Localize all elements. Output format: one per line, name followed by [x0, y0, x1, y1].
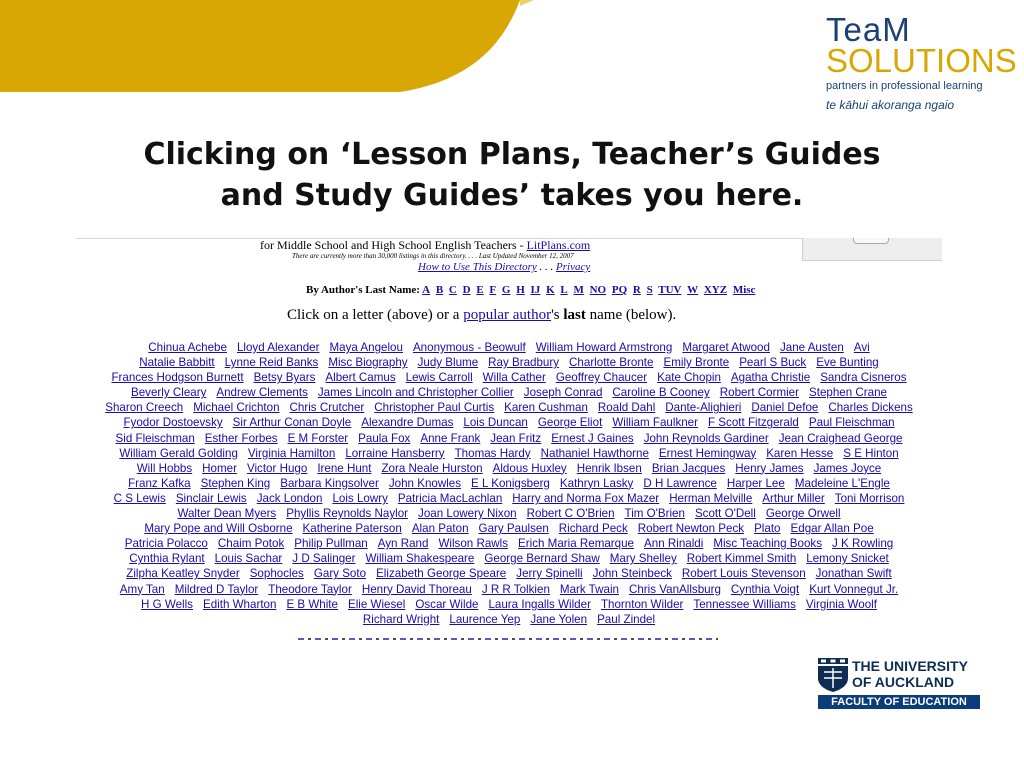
author-row	[76, 340, 942, 355]
author-link[interactable]: Albert Camus	[325, 371, 396, 385]
letter-link-a[interactable]: A	[422, 284, 431, 296]
click-bold-last: last	[563, 307, 586, 323]
author-link[interactable]: Sophocles	[249, 567, 304, 581]
university-of-auckland-logo	[818, 658, 982, 710]
letter-link-h[interactable]: H	[516, 284, 525, 296]
author-link[interactable]: Scott O'Dell	[694, 507, 756, 521]
author-link[interactable]: J R R Tolkien	[481, 582, 550, 596]
author-link[interactable]: Harry and Norma Fox Mazer	[512, 491, 660, 505]
author-link[interactable]: Cynthia Rylant	[129, 552, 205, 566]
author-link[interactable]: Nathaniel Hawthorne	[540, 446, 649, 460]
author-link[interactable]: Avi	[853, 341, 870, 354]
author-link[interactable]: Barbara Kingsolver	[280, 476, 379, 490]
author-link[interactable]: Ernest Hemingway	[658, 446, 757, 460]
author-link[interactable]: Andrew Clements	[216, 386, 308, 400]
author-link[interactable]: James Joyce	[813, 461, 882, 475]
letter-link-s[interactable]: S	[646, 284, 653, 296]
author-link[interactable]: Alexandre Dumas	[361, 416, 454, 430]
author-letter-index	[260, 284, 760, 297]
author-link[interactable]: Plato	[754, 522, 781, 536]
author-link[interactable]: Toni Morrison	[834, 491, 905, 505]
author-link[interactable]: Laura Ingalls Wilder	[488, 597, 591, 611]
uoa-name	[852, 658, 968, 690]
author-link[interactable]: Kathryn Lasky	[559, 476, 634, 490]
author-link[interactable]: Alan Paton	[411, 522, 469, 536]
author-link[interactable]: Chaim Potok	[217, 537, 285, 551]
author-link[interactable]: George Orwell	[765, 507, 841, 521]
author-link[interactable]: Paul Zindel	[597, 612, 656, 626]
browser-gray-box	[802, 238, 942, 261]
author-link[interactable]: Joseph Conrad	[523, 386, 603, 400]
author-link[interactable]: Jane Yolen	[530, 612, 588, 626]
uoa-line1: THE UNIVERSITY	[852, 658, 968, 674]
author-link[interactable]: Emily Bronte	[663, 356, 730, 370]
author-link[interactable]: Mary Shelley	[609, 552, 677, 566]
author-link[interactable]: Anonymous - Beowulf	[412, 341, 526, 354]
author-link[interactable]: E M Forster	[287, 431, 349, 445]
author-link[interactable]: William Gerald Golding	[119, 446, 238, 460]
author-link[interactable]: Gary Paulsen	[478, 522, 549, 536]
author-link[interactable]: Virginia Woolf	[805, 597, 877, 611]
letter-link-misc[interactable]: Misc	[732, 284, 756, 296]
author-link[interactable]: Mary Pope and Will Osborne	[144, 522, 293, 536]
uoa-crest-icon	[818, 658, 848, 692]
slide-title	[40, 134, 984, 216]
team-solutions-logo	[826, 11, 1017, 112]
author-link[interactable]: Esther Forbes	[204, 431, 278, 445]
author-link[interactable]: Oscar Wilde	[415, 597, 479, 611]
author-link[interactable]: E L Konigsberg	[471, 476, 550, 490]
cut-off-text-line	[298, 636, 718, 642]
author-link[interactable]: Agatha Christie	[730, 371, 811, 385]
author-link[interactable]: Wilson Rawls	[438, 537, 509, 551]
author-link[interactable]: Chris VanAllsburg	[628, 582, 721, 596]
author-link[interactable]: Will Hobbs	[136, 461, 193, 475]
author-link[interactable]: Brian Jacques	[651, 461, 726, 475]
author-link[interactable]: Elie Wiesel	[347, 597, 406, 611]
click-mid: 's	[551, 307, 564, 323]
author-link[interactable]: Sinclair Lewis	[175, 491, 247, 505]
author-link[interactable]: Jack London	[256, 491, 323, 505]
author-link[interactable]: Maya Angelou	[329, 341, 403, 354]
author-row	[76, 446, 942, 461]
author-link[interactable]: Robert Kimmel Smith	[686, 552, 797, 566]
letter-link-w[interactable]: W	[687, 284, 699, 296]
author-link[interactable]: Amy Tan	[119, 582, 165, 596]
author-link[interactable]: Dante-Alighieri	[665, 401, 742, 415]
author-link[interactable]: C S Lewis	[113, 491, 166, 505]
author-link[interactable]: Victor Hugo	[246, 461, 308, 475]
author-link[interactable]: Katherine Paterson	[302, 522, 402, 536]
author-link[interactable]: Ann Rinaldi	[644, 537, 704, 551]
letter-link-c[interactable]: C	[448, 284, 457, 296]
author-link[interactable]: Caroline B Cooney	[612, 386, 710, 400]
author-link[interactable]: Lemony Snicket	[806, 552, 889, 566]
author-link[interactable]: Chinua Achebe	[148, 341, 227, 354]
letter-link-f[interactable]: F	[489, 284, 497, 296]
author-link[interactable]: Misc Biography	[328, 356, 408, 370]
author-link[interactable]: Thomas Hardy	[454, 446, 531, 460]
author-link[interactable]: H G Wells	[141, 597, 193, 611]
author-link[interactable]: Jean Fritz	[490, 431, 542, 445]
author-link[interactable]: Jonathan Swift	[815, 567, 892, 581]
author-link[interactable]: Betsy Byars	[253, 371, 316, 385]
author-link[interactable]: Zora Neale Hurston	[381, 461, 483, 475]
click-suffix: name (below).	[585, 307, 677, 323]
author-link[interactable]: Irene Hunt	[317, 461, 372, 475]
author-link[interactable]: Chris Crutcher	[289, 401, 365, 415]
letter-link-m[interactable]: M	[573, 284, 584, 296]
author-row	[76, 476, 942, 491]
author-link[interactable]: Ernest J Gaines	[551, 431, 634, 445]
logo-tagline: partners in professional learning	[826, 80, 983, 92]
author-row	[76, 400, 942, 415]
author-link[interactable]: Richard Peck	[558, 522, 628, 536]
author-link[interactable]: Judy Blume	[417, 356, 479, 370]
author-row	[76, 506, 942, 521]
author-link[interactable]: Lois Lowry	[332, 491, 388, 505]
howto-link[interactable]: How to Use This Directory	[418, 261, 537, 273]
author-link[interactable]: Anne Frank	[420, 431, 481, 445]
author-link[interactable]: E B White	[286, 597, 338, 611]
author-link[interactable]: Robert Newton Peck	[637, 522, 745, 536]
author-link[interactable]: Tennessee Williams	[693, 597, 796, 611]
author-link[interactable]: William Shakespeare	[365, 552, 475, 566]
click-prefix: Click on a letter (above) or a	[287, 307, 464, 323]
author-link[interactable]: F Scott Fitzgerald	[708, 416, 799, 430]
author-link[interactable]: John Reynolds Gardiner	[643, 431, 769, 445]
author-link[interactable]: Laurence Yep	[449, 612, 521, 626]
author-row	[76, 597, 942, 612]
author-link[interactable]: Harper Lee	[726, 476, 785, 490]
author-link[interactable]: Robert Cormier	[719, 386, 799, 400]
click-instruction	[260, 306, 760, 324]
author-link[interactable]: Natalie Babbitt	[139, 356, 215, 370]
author-link[interactable]: Lewis Carroll	[405, 371, 473, 385]
author-link[interactable]: Philip Pullman	[294, 537, 368, 551]
letter-link-tuv[interactable]: TUV	[658, 284, 682, 296]
author-link[interactable]: Walter Dean Myers	[177, 507, 277, 521]
author-link[interactable]: D H Lawrence	[643, 476, 717, 490]
author-link[interactable]: Paul Fleischman	[808, 416, 895, 430]
letter-link-e[interactable]: E	[476, 284, 484, 296]
author-list	[76, 340, 942, 627]
author-link[interactable]: Arthur Miller	[762, 491, 825, 505]
author-link[interactable]: Jerry Spinelli	[516, 567, 583, 581]
author-link[interactable]: Zilpha Keatley Snyder	[126, 567, 240, 581]
litplans-title	[260, 238, 760, 252]
author-link[interactable]: Jean Craighead George	[778, 431, 903, 445]
author-link[interactable]: Henrik Ibsen	[576, 461, 642, 475]
letter-link-b[interactable]: B	[435, 284, 444, 296]
letter-link-xyz[interactable]: XYZ	[703, 284, 728, 296]
author-link[interactable]: Edith Wharton	[202, 597, 277, 611]
browser-button[interactable]	[853, 238, 889, 244]
author-row	[76, 566, 942, 581]
litplans-link[interactable]: LitPlans.com	[526, 238, 591, 252]
letter-link-ij[interactable]: IJ	[530, 284, 541, 296]
faculty-of-education-banner: FACULTY OF EDUCATION	[818, 695, 980, 709]
author-link[interactable]: Mildred D Taylor	[174, 582, 259, 596]
author-link[interactable]: Daniel Defoe	[751, 401, 819, 415]
howto-line	[260, 261, 760, 274]
letter-link-r[interactable]: R	[632, 284, 641, 296]
author-link[interactable]: Gary Soto	[313, 567, 367, 581]
author-link[interactable]: Christopher Paul Curtis	[374, 401, 495, 415]
author-link[interactable]: Franz Kafka	[128, 476, 191, 490]
author-link[interactable]: Charles Dickens	[828, 401, 913, 415]
author-link[interactable]: George Eliot	[537, 416, 603, 430]
author-link[interactable]: James Lincoln and Christopher Collier	[317, 386, 514, 400]
author-link[interactable]: Stephen King	[200, 476, 271, 490]
author-link[interactable]: John Knowles	[388, 476, 462, 490]
logo-team-text: TeaM	[826, 11, 911, 48]
author-link[interactable]: Willa Cather	[482, 371, 546, 385]
author-link[interactable]: Sid Fleischman	[115, 431, 195, 445]
author-row	[76, 491, 942, 506]
author-link[interactable]: William Faulkner	[612, 416, 698, 430]
author-link[interactable]: Patricia Polacco	[124, 537, 208, 551]
author-link[interactable]: Phyllis Reynolds Naylor	[286, 507, 409, 521]
author-link[interactable]: Herman Melville	[669, 491, 753, 505]
author-label: By Author's Last Name:	[306, 284, 423, 296]
author-link[interactable]: Robert Louis Stevenson	[681, 567, 806, 581]
author-link[interactable]: Lloyd Alexander	[236, 341, 320, 354]
author-row	[76, 461, 942, 476]
author-link[interactable]: Louis Sachar	[214, 552, 283, 566]
author-link[interactable]: Madeleine L'Engle	[794, 476, 890, 490]
author-link[interactable]: Roald Dahl	[597, 401, 656, 415]
litplans-header	[260, 238, 760, 324]
author-link[interactable]: Sandra Cisneros	[820, 371, 907, 385]
author-link[interactable]: Tim O'Brien	[624, 507, 685, 521]
author-link[interactable]: Pearl S Buck	[739, 356, 807, 370]
author-row	[76, 582, 942, 597]
author-link[interactable]: Ray Bradbury	[488, 356, 560, 370]
author-row	[76, 355, 942, 370]
author-link[interactable]: Kate Chopin	[657, 371, 721, 385]
howto-separator: . . .	[536, 261, 557, 273]
author-link[interactable]: John Steinbeck	[592, 567, 672, 581]
author-link[interactable]: Elizabeth George Speare	[376, 567, 507, 581]
author-link[interactable]: Sharon Creech	[105, 401, 184, 415]
letter-link-no[interactable]: NO	[589, 284, 607, 296]
litplans-screenshot	[76, 238, 942, 642]
litplans-title-prefix: for Middle School and High School English Teachers -	[260, 238, 527, 252]
letter-link-pq[interactable]: PQ	[611, 284, 628, 296]
author-link[interactable]: Lynne Reid Banks	[224, 356, 319, 370]
author-link[interactable]: William Howard Armstrong	[535, 341, 673, 354]
slide-title-line2: and Study Guides’ takes you here.	[220, 178, 804, 213]
author-link[interactable]: Charlotte Bronte	[569, 356, 654, 370]
letter-link-l[interactable]: L	[560, 284, 568, 296]
author-link[interactable]: Henry James	[735, 461, 804, 475]
author-link[interactable]: Ayn Rand	[377, 537, 429, 551]
author-link[interactable]: J D Salinger	[292, 552, 356, 566]
author-row	[76, 612, 942, 627]
author-row	[76, 431, 942, 446]
author-link[interactable]: Homer	[202, 461, 237, 475]
author-link[interactable]: Karen Hesse	[766, 446, 834, 460]
author-link[interactable]: Beverly Cleary	[130, 386, 207, 400]
author-link[interactable]: Lois Duncan	[463, 416, 528, 430]
logo-solutions-text: SOLUTIONS	[826, 42, 1017, 79]
author-link[interactable]: Patricia MacLachlan	[397, 491, 503, 505]
author-link[interactable]: Erich Maria Remarque	[518, 537, 635, 551]
author-link[interactable]: S E Hinton	[843, 446, 899, 460]
author-link[interactable]: Margaret Atwood	[682, 341, 770, 354]
author-link[interactable]: Henry David Thoreau	[361, 582, 472, 596]
author-link[interactable]: Virginia Hamilton	[247, 446, 336, 460]
author-link[interactable]: Robert C O'Brien	[526, 507, 615, 521]
author-row	[76, 385, 942, 400]
slide-title-line1: Clicking on ‘Lesson Plans, Teacher’s Guides	[143, 137, 881, 172]
author-link[interactable]: Frances Hodgson Burnett	[111, 371, 244, 385]
author-link[interactable]: J K Rowling	[832, 537, 894, 551]
author-link[interactable]: Richard Wright	[362, 612, 440, 626]
uoa-line2: OF AUCKLAND	[852, 674, 955, 690]
author-link[interactable]: Karen Cushman	[504, 401, 588, 415]
author-row	[76, 370, 942, 385]
author-link[interactable]: Sir Arthur Conan Doyle	[232, 416, 352, 430]
author-link[interactable]: Lorraine Hansberry	[345, 446, 445, 460]
author-row	[76, 521, 942, 536]
author-link[interactable]: George Bernard Shaw	[484, 552, 600, 566]
letter-link-g[interactable]: G	[501, 284, 511, 296]
author-row	[76, 551, 942, 566]
author-row	[76, 415, 942, 430]
author-link[interactable]: Jane Austen	[779, 341, 844, 354]
author-link[interactable]: Stephen Crane	[809, 386, 887, 400]
author-link[interactable]: Joan Lowery Nixon	[418, 507, 517, 521]
author-link[interactable]: Paula Fox	[358, 431, 411, 445]
author-link[interactable]: Geoffrey Chaucer	[555, 371, 648, 385]
author-link[interactable]: Thornton Wilder	[600, 597, 684, 611]
author-link[interactable]: Theodore Taylor	[268, 582, 352, 596]
author-row	[76, 536, 942, 551]
author-link[interactable]: Aldous Huxley	[492, 461, 567, 475]
letter-link-d[interactable]: D	[462, 284, 471, 296]
author-link[interactable]: Edgar Allan Poe	[790, 522, 874, 536]
author-link[interactable]: Mark Twain	[559, 582, 619, 596]
author-link[interactable]: Michael Crichton	[193, 401, 280, 415]
privacy-link[interactable]: Privacy	[556, 261, 591, 273]
letter-link-k[interactable]: K	[546, 284, 555, 296]
logo-maori-tagline: te kāhui akoranga ngaio	[826, 98, 955, 112]
directory-note: There are currently more than 30,000 listings in this directory. . . . Last Updated November 12, 2007	[292, 252, 574, 260]
author-link[interactable]: Cynthia Voigt	[730, 582, 800, 596]
author-link[interactable]: Misc Teaching Books	[713, 537, 823, 551]
author-link[interactable]: Fyodor Dostoevsky	[123, 416, 223, 430]
author-link[interactable]: Kurt Vonnegut Jr.	[809, 582, 899, 596]
author-link[interactable]: Eve Bunting	[816, 356, 879, 370]
popular-author-link[interactable]: popular author	[463, 307, 552, 323]
